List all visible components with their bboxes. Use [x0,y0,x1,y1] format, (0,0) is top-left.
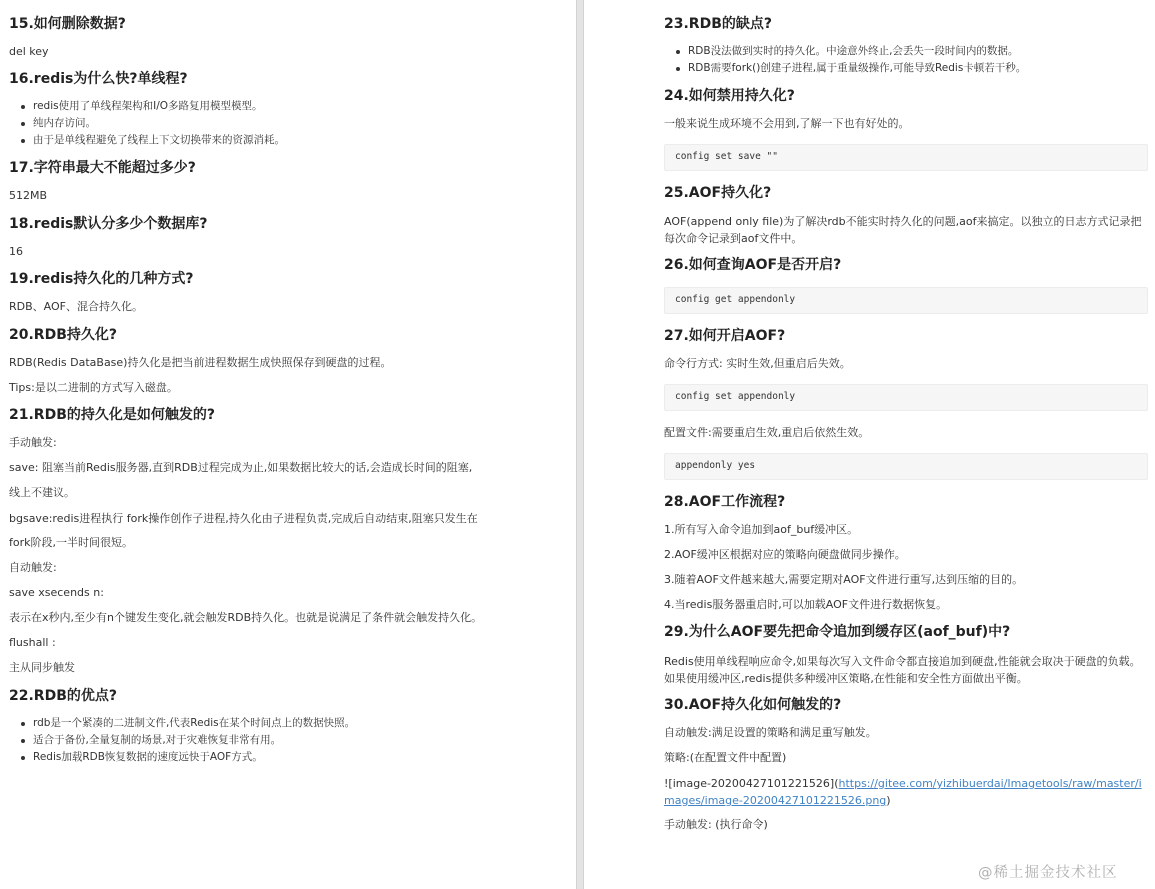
q21-flushall: flushall : [9,636,56,649]
q22-heading: 22.RDB的优点? [9,688,117,704]
code-block: config get appendonly [664,287,1148,314]
list-item: RDB需要fork()创建子进程,属于重量级操作,可能导致Redis卡顿若干秒。 [664,60,1026,77]
q21-bgsave-line-2: fork阶段,一半时间很短。 [9,536,133,549]
q25-heading: 25.AOF持久化? [664,185,772,201]
q21-save-line-1: save: 阻塞当前Redis服务器,直到RDB过程完成为止,如果数据比较大的话,会造成长时间的阻塞, [9,461,473,474]
watermark: @稀土掘金技术社区 [978,865,1118,881]
code-block: appendonly yes [664,453,1148,480]
q30-heading: 30.AOF持久化如何触发的? [664,697,842,713]
q21-sync: 主从同步触发 [9,661,75,674]
image-link-paragraph: ![image-20200427101221526](https://gitee.com/yizhibuerdai/Imagetools/raw/master/images/image-20200427101221526.png) [664,777,1142,807]
q18-text: 16 [9,245,23,258]
q28-step-1: 1.所有写入命令追加到aof_buf缓冲区。 [664,523,859,536]
q21-auto: 自动触发: [9,561,57,574]
q19-heading: 19.redis持久化的几种方式? [9,271,194,287]
q28-step-3: 3.随着AOF文件越来越大,需要定期对AOF文件进行重写,达到压缩的目的。 [664,573,1024,586]
q18-heading: 18.redis默认分多少个数据库? [9,216,208,232]
q19-text: RDB、AOF、混合持久化。 [9,300,143,313]
list-item: 适合于备份,全量复制的场景,对于灾难恢复非常有用。 [9,732,355,749]
list-item: RDB没法做到实时的持久化。中途意外终止,会丢失一段时间内的数据。 [664,43,1026,60]
q16-heading: 16.redis为什么快?单线程? [9,71,188,87]
q27-heading: 27.如何开启AOF? [664,328,786,344]
q30-policy: 策略:(在配置文件中配置) [664,751,787,764]
q15-text: del key [9,45,49,58]
q20-text-2: Tips:是以二进制的方式写入磁盘。 [9,381,178,394]
q17-heading: 17.字符串最大不能超过多少? [9,160,196,176]
list-item: rdb是一个紧凑的二进制文件,代表Redis在某个时间点上的数据快照。 [9,715,355,732]
q20-heading: 20.RDB持久化? [9,327,117,343]
q20-text-1: RDB(Redis DataBase)持久化是把当前进程数据生成快照保存到硬盘的过程。 [9,356,392,369]
q29-heading: 29.为什么AOF要先把命令追加到缓存区(aof_buf)中? [664,624,1011,640]
q26-heading: 26.如何查询AOF是否开启? [664,257,842,273]
q24-text: 一般来说生成环境不会用到,了解一下也有好处的。 [664,117,910,130]
q27-text-1: 命令行方式: 实时生效,但重启后失效。 [664,357,851,370]
q30-auto: 自动触发:满足设置的策略和满足重写触发。 [664,726,877,739]
code-block: config set save "" [664,144,1148,171]
list-item: redis使用了单线程架构和I/O多路复用模型模型。 [9,98,285,115]
q28-step-2: 2.AOF缓冲区根据对应的策略向硬盘做同步操作。 [664,548,906,561]
left-page [0,0,575,889]
q21-save-line-2: 线上不建议。 [9,486,75,499]
q24-heading: 24.如何禁用持久化? [664,88,795,104]
image-link[interactable]: https://gitee.com/yizhibuerdai/Imagetools/raw/master/images/image-20200427101221526.png [664,777,1142,807]
q28-step-4: 4.当redis服务器重启时,可以加载AOF文件进行数据恢复。 [664,598,948,611]
q22-list [9,715,355,766]
q17-text: 512MB [9,189,48,202]
q25-text: AOF(append only file)为了解决rdb不能实时持久化的问题,aof来搞定。以独立的日志方式记录把每次命令记录到aof文件中。 [664,215,1142,245]
q16-list [9,98,285,149]
q21-heading: 21.RDB的持久化是如何触发的? [9,407,215,423]
code-block: config set appendonly [664,384,1148,411]
list-item: 由于是单线程避免了线程上下文切换带来的资源消耗。 [9,132,285,149]
q23-heading: 23.RDB的缺点? [664,16,772,32]
q21-save-desc: 表示在x秒内,至少有n个键发生变化,就会触发RDB持久化。也就是说满足了条件就会触发持久化。 [9,611,483,624]
q27-text-2: 配置文件:需要重启生效,重启后依然生效。 [664,426,870,439]
q21-bgsave-line-1: bgsave:redis进程执行 fork操作创作子进程,持久化由子进程负责,完成后自动结束,阻塞只发生在 [9,512,478,525]
q23-list [664,43,1026,77]
right-page [583,0,1155,889]
q21-manual: 手动触发: [9,436,57,449]
list-item: 纯内存访问。 [9,115,285,132]
q29-text: Redis使用单线程响应命令,如果每次写入文件命令都直接追加到硬盘,性能就会取决于硬盘的负载。如果使用缓冲区,redis提供多种缓冲区策略,在性能和安全性方面做出平衡。 [664,655,1141,685]
q15-heading: 15.如何删除数据? [9,16,126,32]
list-item: Redis加载RDB恢复数据的速度远快于AOF方式。 [9,749,355,766]
q28-heading: 28.AOF工作流程? [664,494,786,510]
q21-save-cmd: save xsecends n: [9,586,104,599]
q30-manual: 手动触发: (执行命令) [664,818,768,831]
